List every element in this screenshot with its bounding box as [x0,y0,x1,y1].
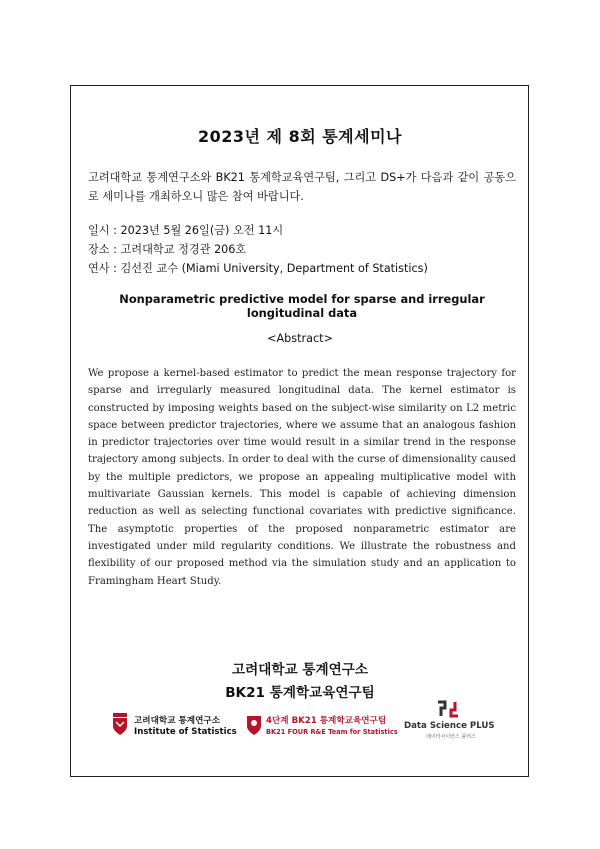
ku-logo-name-ko: 고려대학교 통계연구소 [134,716,221,726]
dsplus-logo-name-ko: 데이터사이언스 플러스 [426,734,476,740]
data-science-plus-icon [436,700,460,718]
abstract-text: We propose a kernel-based estimator to predict the mean response trajectory for sparse and irregularly measured longitudinal data. The kernel estimator is constructed by imposing weights based on the subject-wise similarity on L2 metric space between predictor trajectories, where we assume that an analogous fashion in predictor trajectories over time would result in a similar trend in the response trajectory among subjects. In order to deal with the curse of dimensionality caused by the multiple predictors, we propose an appealing multiplicative model with multivariate Gaussian kernels. This model is capable of achieving dimension reduction as well as selecting functional covariates with predictive significance. The asymptotic properties of the proposed nonparametric estimator are investigated under mild regularity conditions. We illustrate the robustness and flexibility of our proposed method via the simulation study and an application to Framingham Heart Study. [88,368,516,587]
korea-university-crest-icon [112,713,128,735]
organizer-bk21-team: BK21 통계학교육연구팀 [225,685,375,701]
seminar-title: 2023년 제 8회 통계세미나 [197,127,403,146]
bk21-team-logo [246,707,398,743]
ku-institute-logo [112,707,237,743]
talk-title: Nonparametric predictive model for sparse and irregular longitudinal data [119,292,485,320]
dsplus-logo-name-en: Data Science PLUS [404,721,495,731]
organizer-institute: 고려대학교 통계연구소 [231,662,369,678]
ku-logo-name-en: Institute of Statistics [134,727,237,737]
bk21-logo-name-en: BK21 FOUR R&E Team for Statistics [266,728,398,736]
logo-strip [108,707,498,743]
dsplus-logo [398,707,498,743]
bk21-emblem-icon [246,713,262,735]
abstract-heading: <Abstract> [267,332,333,345]
seminar-speaker: 연사 : 김선진 교수 (Miami University, Department of Statistics) [88,262,428,275]
seminar-date: 일시 : 2023년 5월 26일(금) 오전 11시 [88,224,284,237]
intro-paragraph: 고려대학교 통계연구소와 BK21 통계학교육연구팀, 그리고 DS+가 다음과 같이 공동으로 세미나를 개최하오니 많은 참여 바랍니다. [88,171,516,203]
seminar-place: 장소 : 고려대학교 정경관 206호 [88,243,247,256]
bk21-logo-name-ko: 4단계 BK21 통계학교육연구팀 [266,716,387,726]
